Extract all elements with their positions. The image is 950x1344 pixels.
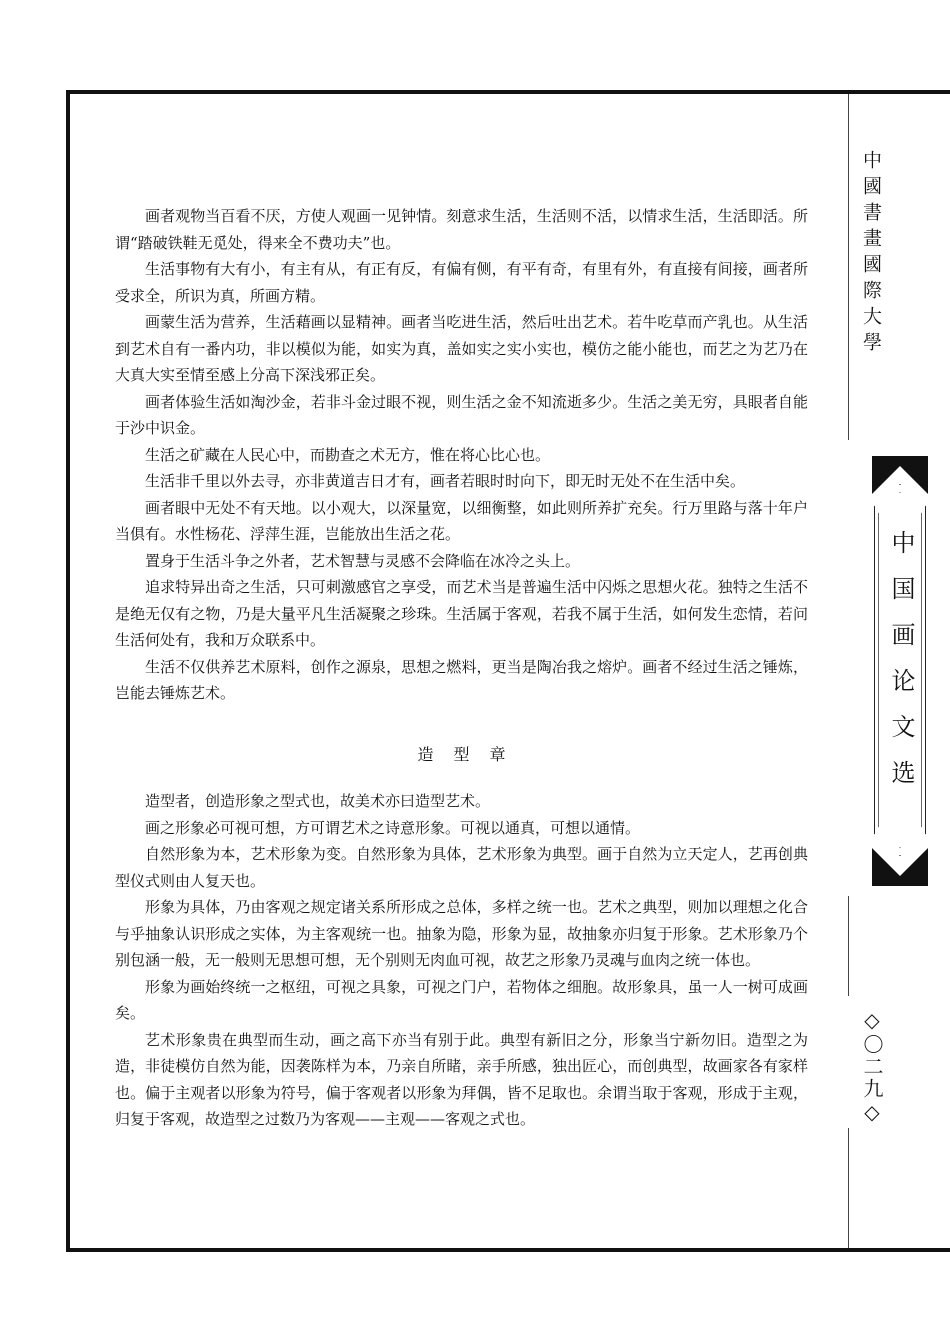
main-text [115, 203, 808, 1133]
paragraph: 画者体验生活如淘沙金，若非斗金过眼不视，则生活之金不知流逝多少。生活之美无穷，具眼者自能于沙中识金。 [115, 392, 808, 437]
paragraph: 置身于生活斗争之外者，艺术智慧与灵感不会降临在冰冷之头上。 [145, 551, 581, 570]
page-number: ◇〇二九◇ [860, 1008, 884, 1126]
paragraph: 画之形象必可视可想，方可谓艺术之诗意形象。可视以通真，可想以通情。 [145, 818, 641, 837]
side-divider-line [848, 94, 849, 440]
frame-bottom-border [66, 1248, 950, 1252]
paragraph: 生活非千里以外去寻，亦非黄道吉日才有，画者若眼时时向下，即无时无处不在生活中矣。 [145, 472, 746, 490]
section-heading: 造型章 [417, 744, 526, 764]
title-cartouche-bottom-ornament [872, 848, 928, 876]
paragraph: 艺术形象贵在典型而生动，画之高下亦当有别于此。典型有新旧之分，形象当宁新勿旧。造型之为造，非徒模仿自然为能，因袭陈样为本，乃亲自所睹，亲手所感，独出匠心，而创典型，故画家各有家样也。偏于主观者以形象为符号，偏于客观者以形象为拜偶，皆不足取也。余谓当取于客观，形成于主观，归复于客观，故造型之过数乃为客观——主观——客观之式也。 [115, 1030, 808, 1128]
title-cartouche-bottom-bar [872, 876, 928, 886]
side-divider-line [848, 1128, 849, 1248]
paragraph: 生活不仅供养艺术原料，创作之源泉，思想之燃料，更当是陶冶我之熔炉。画者不经过生活之锤炼，岂能去锤炼艺术。 [115, 657, 808, 702]
frame-top-border [66, 90, 950, 94]
title-cartouche-top-bar [872, 456, 928, 466]
paragraph: 生活之矿藏在人民心中，而勘查之术无方，惟在将心比心也。 [145, 445, 551, 464]
section-form [115, 788, 808, 1133]
paragraph: 形象为具体，乃由客观之规定诸关系所形成之总体，多样之统一也。艺术之典型，则加以理想之化合与乎抽象认识形成之实体，为主客观统一也。抽象为隐，形象为显，故抽象亦归复于形象。艺术形象乃个别包涵一般，无一般则无思想可想，无个别则无肉血可视，故艺之形象乃灵魂与血肉之统一体也。 [115, 898, 808, 969]
book-title: 中国画论文选 [887, 530, 915, 806]
section-life [115, 203, 808, 707]
paragraph: 形象为画始终统一之枢纽，可视之具象，可视之门户，若物体之细胞。故形象具，虽一人一树可成画矣。 [115, 977, 808, 1022]
university-name: 中國書畫國際大學 [860, 150, 882, 358]
frame-left-border [66, 90, 70, 1252]
side-divider-line [848, 896, 849, 996]
paragraph: 画蒙生活为营养，生活藉画以显精神。画者当吃进生活，然后吐出艺术。若牛吃草而产乳也。从生活到艺术自有一番内功，非以模似为能，如实为真，盖如实之实小实也，模仿之能小能也，而艺之为艺乃在大真大实至情至感上分高下深浅邪正矣。 [115, 313, 808, 384]
paragraph: 追求特异出奇之生活，只可刺激感官之享受，而艺术当是普遍生活中闪烁之思想火花。独特之生活不是绝无仅有之物，乃是大量平凡生活凝聚之珍珠。生活属于客观，若我不属于生活，如何发生恋情，若问生活何处有，我和万众联系中。 [115, 578, 808, 649]
paragraph: 画者眼中无处不有天地。以小观大，以深量宽，以细衡整，如此则所养扩充矣。行万里路与落十年户当俱有。水性杨花、浮萍生涯，岂能放出生活之花。 [115, 498, 808, 543]
paragraph: 造型者，创造形象之型式也，故美术亦曰造型艺术。 [145, 792, 491, 810]
paragraph: 自然形象为本，艺术形象为变。自然形象为具体，艺术形象为典型。画于自然为立天定人，艺再创典型仪式则由人复天也。 [115, 845, 808, 890]
paragraph: 画者观物当百看不厌，方使人观画一见钟情。刻意求生活，生活则不活，以情求生活，生活即活。所谓“踏破铁鞋无觅处，得来全不费功夫”也。 [115, 207, 808, 252]
paragraph: 生活事物有大有小，有主有从，有正有反，有偏有侧，有平有奇，有里有外，有直接有间接，画者所受求全，所识为真，所画方精。 [115, 260, 808, 305]
